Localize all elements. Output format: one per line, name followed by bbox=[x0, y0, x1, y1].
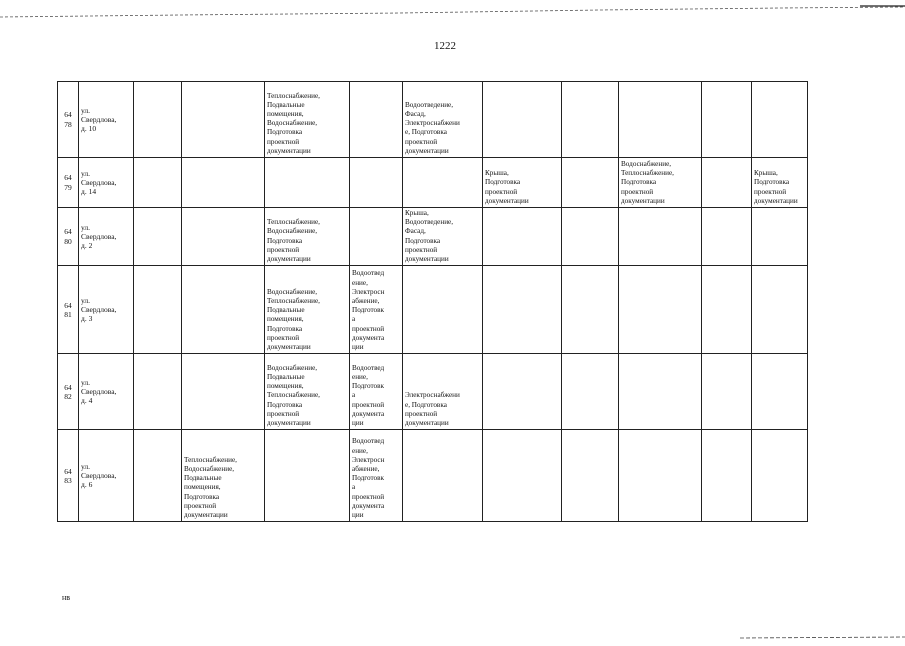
work-cell bbox=[562, 266, 619, 354]
work-cell: Теплоснабжение, Водоснабжение, Подвальные помещения, Подготовка проектной документации bbox=[182, 430, 265, 522]
work-cell bbox=[182, 354, 265, 430]
work-cell bbox=[350, 158, 403, 208]
address-cell: ул. Свердлова, д. 2 bbox=[79, 208, 134, 266]
work-cell bbox=[702, 158, 752, 208]
work-cell bbox=[562, 354, 619, 430]
work-cell: Теплоснабжение, Водоснабжение, Подготовка проектной документации bbox=[265, 208, 350, 266]
work-cell bbox=[134, 430, 182, 522]
work-cell bbox=[350, 82, 403, 158]
row-number-cell: 64 79 bbox=[58, 158, 79, 208]
footer-mark: нв bbox=[62, 593, 71, 602]
work-cell bbox=[702, 82, 752, 158]
work-cell bbox=[752, 430, 808, 522]
work-cell bbox=[619, 208, 702, 266]
work-cell: Водоснабжение, Теплоснабжение, Подготовка проектной документации bbox=[619, 158, 702, 208]
row-number-cell: 64 80 bbox=[58, 208, 79, 266]
table-row bbox=[58, 266, 808, 354]
work-cell bbox=[403, 266, 483, 354]
address-cell: ул. Свердлова, д. 10 bbox=[79, 82, 134, 158]
work-cell bbox=[483, 82, 562, 158]
work-cell: Крыша, Подготовка проектной документации bbox=[752, 158, 808, 208]
work-cell bbox=[702, 430, 752, 522]
work-cell bbox=[483, 208, 562, 266]
work-cell bbox=[619, 266, 702, 354]
table-row bbox=[58, 430, 808, 522]
work-cell: Водоотвед ение, Подготовк а проектной документа ции bbox=[350, 354, 403, 430]
work-cell: Электроснабжени е, Подготовка проектной документации bbox=[403, 354, 483, 430]
address-cell: ул. Свердлова, д. 4 bbox=[79, 354, 134, 430]
work-cell bbox=[702, 354, 752, 430]
table-row bbox=[58, 158, 808, 208]
work-cell bbox=[619, 354, 702, 430]
work-cell: Крыша, Водоотведение, Фасад, Подготовка проектной документации bbox=[403, 208, 483, 266]
work-cell bbox=[562, 158, 619, 208]
address-cell: ул. Свердлова, д. 6 bbox=[79, 430, 134, 522]
table-row bbox=[58, 208, 808, 266]
row-number-cell: 64 78 bbox=[58, 82, 79, 158]
work-cell bbox=[403, 158, 483, 208]
work-cell bbox=[752, 82, 808, 158]
work-cell bbox=[483, 354, 562, 430]
work-cell bbox=[182, 158, 265, 208]
work-cell bbox=[619, 82, 702, 158]
work-cell bbox=[752, 354, 808, 430]
work-cell bbox=[619, 430, 702, 522]
work-cell bbox=[182, 82, 265, 158]
work-cell: Водоотвед ение, Электросн абжение, Подготовк а проектной документа ции bbox=[350, 266, 403, 354]
work-cell bbox=[752, 208, 808, 266]
work-cell bbox=[702, 208, 752, 266]
work-cell: Водоотведение, Фасад, Электроснабжени е, Подготовка проектной документации bbox=[403, 82, 483, 158]
work-cell bbox=[134, 208, 182, 266]
address-cell: ул. Свердлова, д. 3 bbox=[79, 266, 134, 354]
row-number-cell: 64 82 bbox=[58, 354, 79, 430]
work-cell bbox=[562, 82, 619, 158]
work-cell: Водоснабжение, Подвальные помещения, Теплоснабжение, Подготовка проектной документации bbox=[265, 354, 350, 430]
work-cell bbox=[265, 430, 350, 522]
work-cell bbox=[702, 266, 752, 354]
work-cell bbox=[403, 430, 483, 522]
work-cell bbox=[182, 208, 265, 266]
work-cell bbox=[265, 158, 350, 208]
work-cell: Крыша, Подготовка проектной документации bbox=[483, 158, 562, 208]
row-number-cell: 64 83 bbox=[58, 430, 79, 522]
work-cell bbox=[483, 266, 562, 354]
page-number: 1222 bbox=[434, 40, 456, 52]
work-cell bbox=[752, 266, 808, 354]
row-number-cell: 64 81 bbox=[58, 266, 79, 354]
work-cell bbox=[134, 82, 182, 158]
work-cell bbox=[182, 266, 265, 354]
address-cell: ул. Свердлова, д. 14 bbox=[79, 158, 134, 208]
work-cell bbox=[483, 430, 562, 522]
works-table bbox=[57, 81, 807, 519]
table-row bbox=[58, 82, 808, 158]
work-cell bbox=[562, 430, 619, 522]
scan-edge-top bbox=[0, 4, 905, 18]
work-cell bbox=[134, 266, 182, 354]
work-cell: Водоснабжение, Теплоснабжение, Подвальные помещения, Подготовка проектной документации bbox=[265, 266, 350, 354]
work-cell: Водоотвед ение, Электросн абжение, Подготовк а проектной документа ции bbox=[350, 430, 403, 522]
work-cell bbox=[562, 208, 619, 266]
work-cell: Теплоснабжение, Подвальные помещения, Водоснабжение, Подготовка проектной документации bbox=[265, 82, 350, 158]
work-cell bbox=[134, 158, 182, 208]
scan-edge-bottom bbox=[0, 628, 905, 640]
work-cell bbox=[134, 354, 182, 430]
work-cell bbox=[350, 208, 403, 266]
table-row bbox=[58, 354, 808, 430]
